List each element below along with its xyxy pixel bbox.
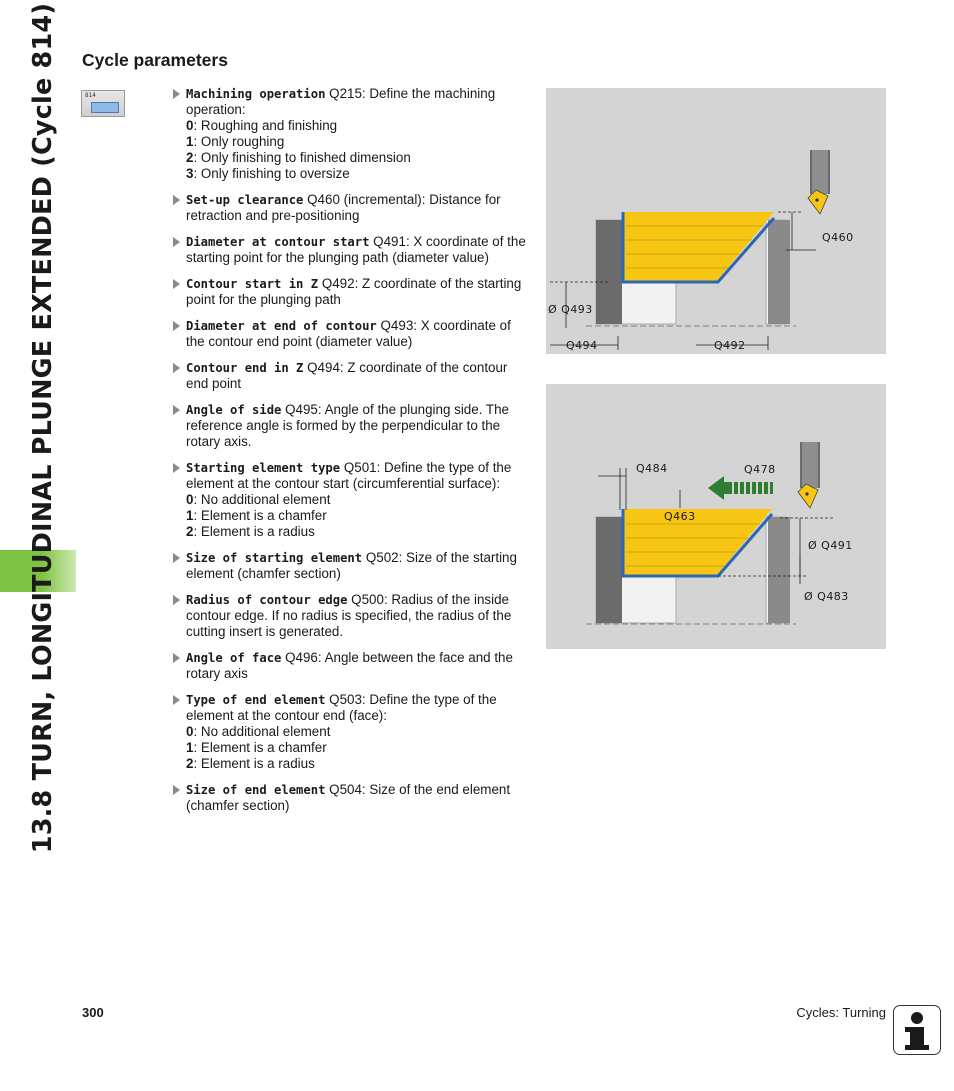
triangle-bullet-icon bbox=[173, 553, 180, 563]
triangle-bullet-icon bbox=[173, 89, 180, 99]
parameter-q-number: Q491 bbox=[373, 234, 406, 249]
chapter-side-title: 13.8 TURN, LONGITUDINAL PLUNGE EXTENDED (Cycle 814) bbox=[28, 2, 59, 854]
parameter-name: Diameter at end of contour bbox=[186, 319, 377, 333]
parameter-item bbox=[172, 592, 532, 640]
parameter-option bbox=[186, 118, 532, 134]
parameter-list bbox=[172, 86, 532, 824]
triangle-bullet-icon bbox=[173, 195, 180, 205]
cycle-814-softkey-icon bbox=[81, 90, 125, 117]
parameter-item bbox=[172, 692, 532, 772]
parameter-item bbox=[172, 318, 532, 350]
option-text: : Element is a chamfer bbox=[193, 740, 327, 755]
parameter-q-number: Q492 bbox=[321, 276, 355, 291]
option-code: 0 bbox=[186, 724, 194, 739]
option-code: 1 bbox=[186, 740, 194, 755]
label-q484: Q484 bbox=[636, 462, 668, 475]
parameter-description: : Size of the starting element (chamfer section) bbox=[186, 550, 517, 581]
parameter-item bbox=[172, 86, 532, 182]
parameter-option bbox=[186, 724, 532, 740]
option-text: : Only finishing to oversize bbox=[193, 166, 350, 181]
option-code: 2 bbox=[186, 524, 194, 539]
parameter-description: : X coordinate of the contour end point (diameter value) bbox=[186, 318, 511, 349]
option-text: : Only finishing to finished dimension bbox=[193, 150, 411, 165]
figure-technology-parameters bbox=[546, 384, 886, 649]
parameter-item bbox=[172, 460, 532, 540]
label-q478: Q478 bbox=[744, 463, 776, 476]
parameter-item bbox=[172, 360, 532, 392]
option-text: : Element is a chamfer bbox=[193, 508, 327, 523]
parameter-item bbox=[172, 276, 532, 308]
parameter-option bbox=[186, 756, 532, 772]
parameter-description: : X coordinate of the starting point for the plunging path (diameter value) bbox=[186, 234, 526, 265]
parameter-item bbox=[172, 782, 532, 814]
footer-chapter: Cycles: Turning bbox=[796, 1005, 886, 1020]
parameter-q-number: Q496 bbox=[285, 650, 318, 665]
parameter-q-number: Q460 bbox=[307, 192, 340, 207]
figure-contour-parameters bbox=[546, 88, 886, 354]
triangle-bullet-icon bbox=[173, 463, 180, 473]
parameter-q-number: Q504 bbox=[329, 782, 362, 797]
option-code: 0 bbox=[186, 118, 194, 133]
label-q483: Ø Q483 bbox=[804, 590, 849, 603]
softkey-label: 814 bbox=[85, 92, 96, 99]
parameter-q-number: Q215 bbox=[329, 86, 362, 101]
triangle-bullet-icon bbox=[173, 363, 180, 373]
label-q460: Q460 bbox=[822, 231, 854, 244]
option-text: : No additional element bbox=[193, 724, 331, 739]
triangle-bullet-icon bbox=[173, 695, 180, 705]
parameter-description: : Define the type of the element at the contour end (face): bbox=[186, 692, 497, 723]
parameter-option bbox=[186, 524, 532, 540]
parameter-description: : Define the machining operation: bbox=[186, 86, 496, 117]
option-text: : Element is a radius bbox=[193, 756, 315, 771]
parameter-item bbox=[172, 650, 532, 682]
parameter-name: Diameter at contour start bbox=[186, 235, 370, 249]
parameter-item bbox=[172, 402, 532, 450]
parameter-description: : Angle of the plunging side. The reference angle is formed by the perpendicular to the rotary axis. bbox=[186, 402, 509, 449]
parameter-q-number: Q502 bbox=[365, 550, 399, 565]
parameter-option bbox=[186, 134, 532, 150]
section-title: Cycle parameters bbox=[82, 50, 228, 70]
parameter-q-number: Q493 bbox=[380, 318, 414, 333]
softkey-part-shape bbox=[91, 102, 119, 113]
feed-direction-arrow bbox=[708, 476, 773, 500]
parameter-item bbox=[172, 192, 532, 224]
parameter-description: : Size of the end element (chamfer section) bbox=[186, 782, 511, 813]
material-to-remove bbox=[623, 212, 774, 282]
option-text: : Roughing and finishing bbox=[193, 118, 338, 133]
parameter-description: : Define the type of the element at the contour start (circumferential surface): bbox=[186, 460, 512, 491]
turning-tool bbox=[808, 150, 830, 214]
triangle-bullet-icon bbox=[173, 279, 180, 289]
option-code: 2 bbox=[186, 150, 194, 165]
parameter-description: : Z coordinate of the starting point for the plunging path bbox=[186, 276, 522, 307]
parameter-q-number: Q501 bbox=[343, 460, 377, 475]
parameter-name: Radius of contour edge bbox=[186, 593, 348, 607]
option-code: 2 bbox=[186, 756, 194, 771]
turning-tool bbox=[798, 442, 820, 508]
parameter-name: Contour start in Z bbox=[186, 277, 319, 291]
page-number: 300 bbox=[82, 1005, 104, 1020]
parameter-description: (incremental): Distance for retraction and pre-positioning bbox=[186, 192, 501, 223]
option-text: : Element is a radius bbox=[193, 524, 315, 539]
triangle-bullet-icon bbox=[173, 785, 180, 795]
parameter-item bbox=[172, 550, 532, 582]
triangle-bullet-icon bbox=[173, 237, 180, 247]
option-code: 1 bbox=[186, 134, 194, 149]
triangle-bullet-icon bbox=[173, 653, 180, 663]
parameter-q-number: Q500 bbox=[351, 592, 384, 607]
parameter-q-number: Q495 bbox=[285, 402, 318, 417]
parameter-option bbox=[186, 508, 532, 524]
parameter-option bbox=[186, 166, 532, 182]
label-q494: Q494 bbox=[566, 339, 598, 352]
option-code: 3 bbox=[186, 166, 194, 181]
parameter-name: Contour end in Z bbox=[186, 361, 304, 375]
label-q493: Ø Q493 bbox=[548, 303, 593, 316]
parameter-option bbox=[186, 740, 532, 756]
triangle-bullet-icon bbox=[173, 321, 180, 331]
parameter-name: Type of end element bbox=[186, 693, 326, 707]
parameter-description: : Angle between the face and the rotary axis bbox=[186, 650, 513, 681]
parameter-name: Machining operation bbox=[186, 87, 326, 101]
parameter-name: Size of starting element bbox=[186, 551, 363, 565]
parameter-description: : Z coordinate of the contour end point bbox=[186, 360, 508, 391]
option-code: 0 bbox=[186, 492, 194, 507]
parameter-name: Angle of face bbox=[186, 651, 282, 665]
option-code: 1 bbox=[186, 508, 194, 523]
parameter-name: Starting element type bbox=[186, 461, 341, 475]
parameter-description: : Radius of the inside contour edge. If no radius is specified, the radius of the cutting insert is generated. bbox=[186, 592, 512, 639]
option-text: : No additional element bbox=[193, 492, 331, 507]
parameter-q-number: Q494 bbox=[307, 360, 340, 375]
parameter-option bbox=[186, 150, 532, 166]
parameter-name: Angle of side bbox=[186, 403, 282, 417]
parameter-q-number: Q503 bbox=[329, 692, 362, 707]
triangle-bullet-icon bbox=[173, 405, 180, 415]
parameter-name: Set-up clearance bbox=[186, 193, 304, 207]
parameter-item bbox=[172, 234, 532, 266]
triangle-bullet-icon bbox=[173, 595, 180, 605]
parameter-option bbox=[186, 492, 532, 508]
label-q491: Ø Q491 bbox=[808, 539, 853, 552]
label-q463: Q463 bbox=[664, 510, 696, 523]
parameter-name: Size of end element bbox=[186, 783, 326, 797]
info-icon bbox=[893, 1005, 941, 1055]
label-q492: Q492 bbox=[714, 339, 746, 352]
option-text: : Only roughing bbox=[193, 134, 285, 149]
